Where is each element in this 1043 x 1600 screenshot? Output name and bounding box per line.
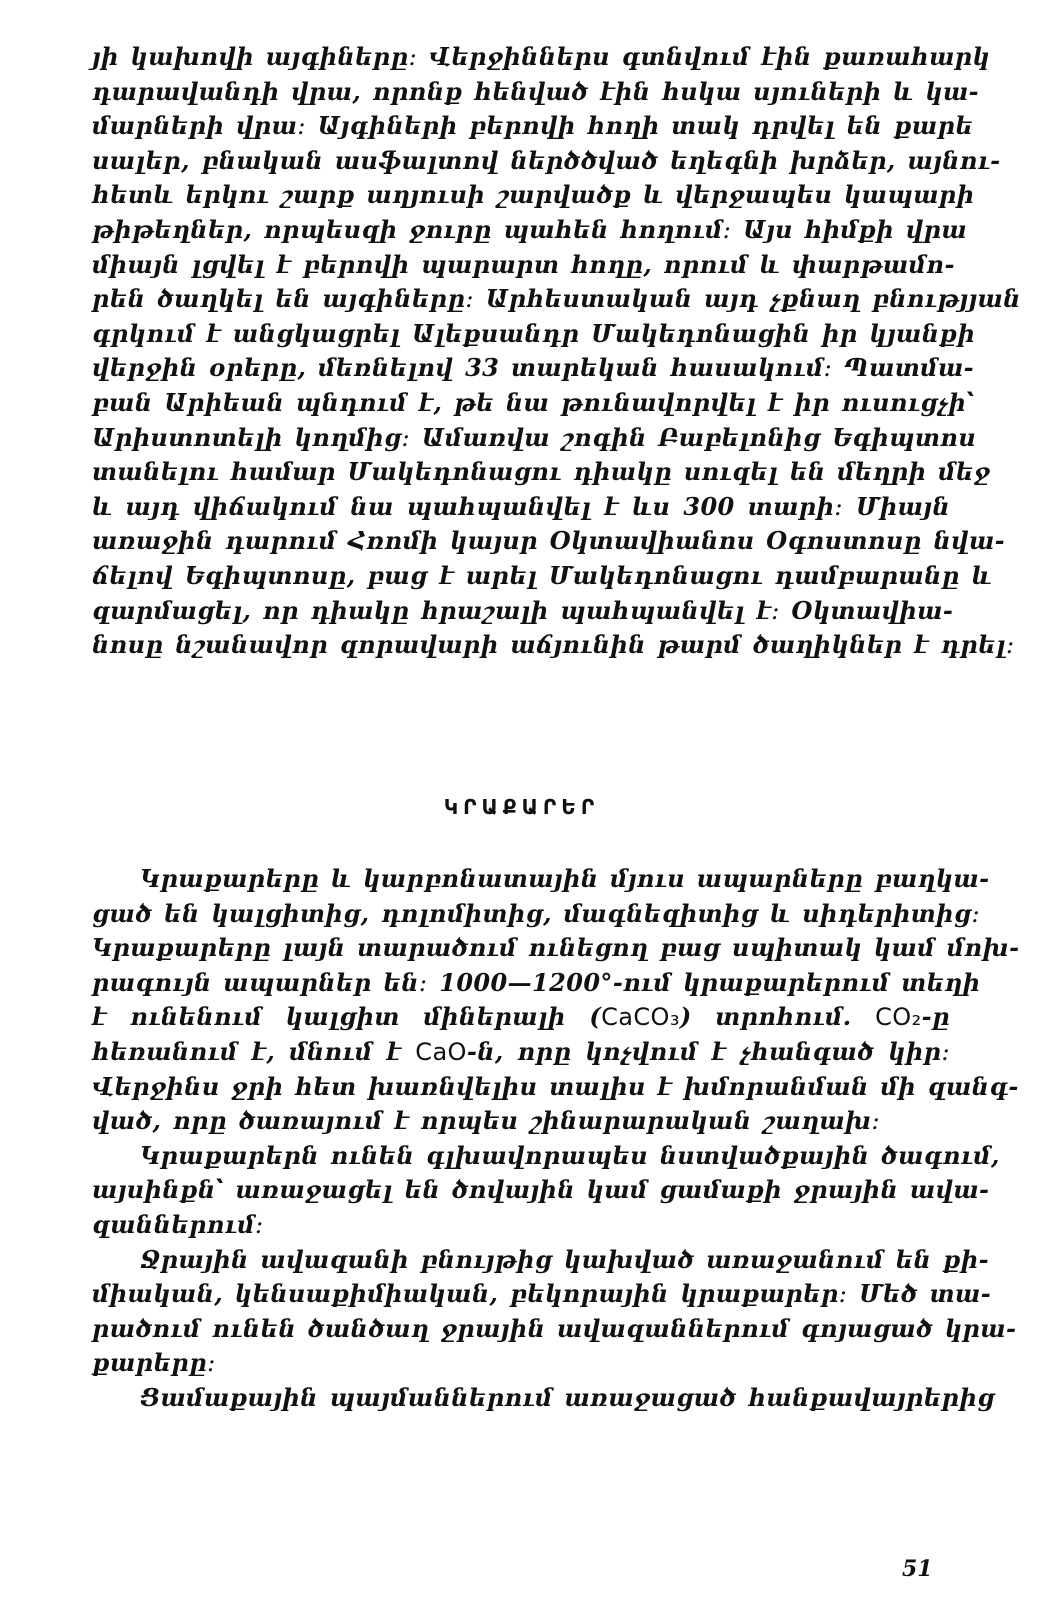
section-heading: ԿՐԱՔԱՐԵՐ	[443, 795, 600, 819]
text-line: դարավանդի վրա, որոնք հենված էին հսկա սյուների և կա-	[92, 76, 980, 106]
text-line: բան Արիեան պնդում է, թե նա թունավորվել է իր ուսուցչի՝	[92, 387, 975, 417]
text-fragment: -ն, որը կոչվում է չհանգած կիր։	[466, 1036, 950, 1066]
text-line: ճելով Եգիպտոսը, բաց է արել Մակեդոնացու դամբարանը և	[92, 560, 992, 590]
text-line: ված, որը ծառայում է որպես շինարարական շաղախ։	[92, 1106, 881, 1136]
text-line: րեն ծաղկել են այգիները։ Արհեստական այդ չքնաղ բնությյան	[92, 284, 1021, 314]
text-fragment: է ունենում կալցիտ միներալի (	[92, 1002, 602, 1032]
text-line: Կրաքարերը և կարբոնատային մյուս ապարները բաղկա-	[140, 864, 990, 893]
text-fragment: ) տրոհում.	[679, 1002, 876, 1032]
text-line: Կրաքարերն ունեն գլխավորապես նստվածքային ծագում,	[140, 1140, 1000, 1170]
text-line: քարերը։	[92, 1348, 216, 1378]
continued-paragraph	[92, 40, 1021, 663]
text-line: Վերջինս ջրի հետ խառնվելիս տալիս է խմորանման մի զանգ-	[92, 1071, 1019, 1101]
text-fragment: -ը	[921, 1002, 950, 1032]
text-line: հետև երկու շարք աղյուսի շարվածք և վերջապես կապարի	[92, 180, 975, 210]
text-line: րագույն ապարներ են։ 1000—1200°-ում կրաքարերում տեղի	[92, 967, 981, 997]
text-line: տանելու համար Մակեդոնացու դիակը սուզել են մեղրի մեջ	[92, 457, 991, 487]
text-line-with-formula	[92, 1000, 950, 1035]
text-line: ցած են կալցիտից, դոլոմիտից, մագնեզիտից և սիդերիտից։	[92, 898, 980, 928]
text-line: միայն լցվել է բերովի պարարտ հողը, որում և փարթամո-	[92, 249, 955, 279]
text-line: միական, կենսաքիմիական, բեկորային կրաքարեր։ Մեծ տա-	[92, 1279, 992, 1309]
text-line: և այդ վիճակում նա պահպանվել է ևս 300 տարի։ Միայն	[92, 491, 950, 521]
text-line: րածում ունեն ծանծաղ ջրային ավազաններում գոյացած կրա-	[92, 1313, 1017, 1343]
text-line: վերջին օրերը, մեռնելով 33 տարեկան հասակում։ Պատմա-	[92, 353, 975, 383]
text-fragment: հեռանում է, մնում է	[92, 1036, 416, 1066]
chemical-formula: CO₂	[875, 1003, 922, 1032]
text-line: յի կախովի այգիները։ Վերջիններս գտնվում էին քառահարկ	[92, 42, 991, 71]
text-line: Ջրային ավազանի բնույթից կախված առաջանում են քի-	[140, 1244, 990, 1274]
text-line: զաններում։	[92, 1209, 264, 1239]
text-line: մարների վրա։ Այգիների բերովի հողի տակ դրվել են քարե	[92, 111, 974, 141]
text-line: Արիստոտելի կողմից։ Ամառվա շոգին Բաբելոնից Եգիպտոս	[92, 422, 977, 452]
text-line: նոսը նշանավոր զորավարի աճյունին թարմ ծաղիկներ է դրել։	[92, 630, 1015, 660]
page-number: 51	[902, 1556, 933, 1582]
text-line-with-formula	[92, 1035, 950, 1070]
text-line: թիթեղներ, որպեսզի ջուրը պահեն հողում։ Այս հիմքի վրա	[92, 214, 968, 244]
text-line: առաջին դարում Հռոմի կայսր Օկտավիանոս Օգոստոսը նվա-	[92, 526, 1006, 556]
text-line: գրկում է անցկացրել Ալեքսանդր Մակեդոնացին իր կյանքի	[92, 318, 976, 348]
text-line: սալեր, բնական ասֆալտով ներծծված եղեգնի խրձեր, այնու-	[92, 145, 1001, 175]
text-line: Ցամաքային պայմաններում առաջացած հանքավայրերից	[140, 1382, 995, 1412]
text-line: Կրաքարերը լայն տարածում ունեցող բաց սպիտակ կամ մոխ-	[92, 933, 1020, 963]
section-body	[92, 862, 1020, 1416]
chemical-formula: CaCO₃	[601, 1003, 680, 1032]
text-line: զարմացել, որ դիակը հրաշալի պահպանվել է։ Օկտավիա-	[92, 595, 954, 625]
text-line: այսինքն՝ առաջացել են ծովային կամ ցամաքի ջրային ավա-	[92, 1175, 990, 1205]
chemical-formula: CaO	[415, 1037, 467, 1066]
